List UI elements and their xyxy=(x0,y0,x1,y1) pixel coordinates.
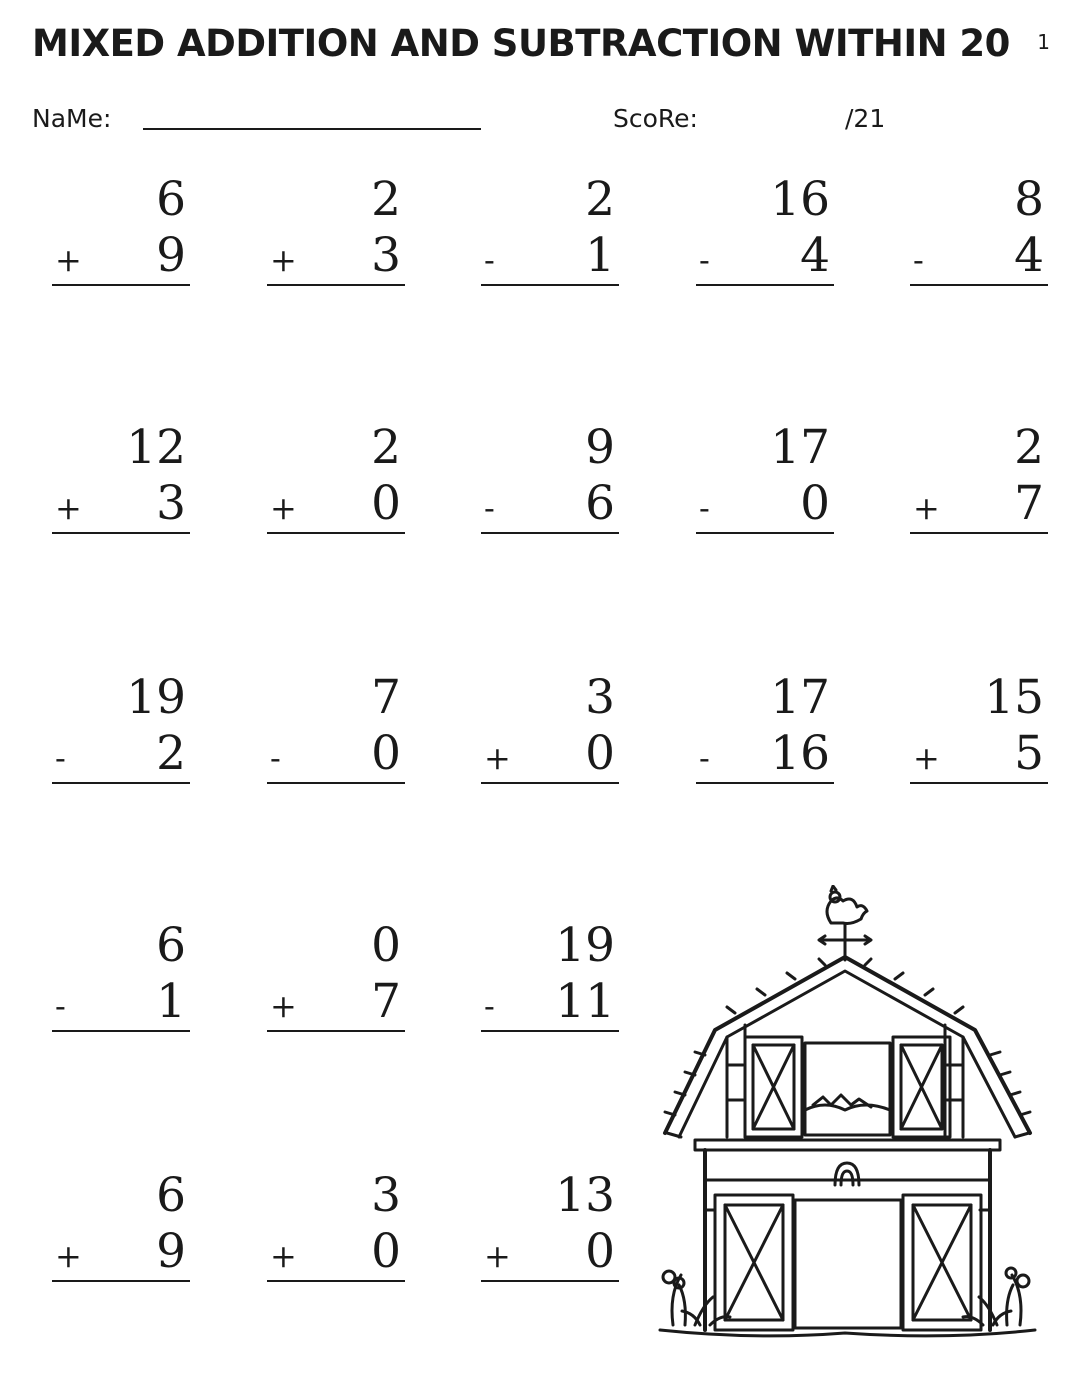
answer-line[interactable] xyxy=(696,532,834,534)
rooster-weathervane-icon xyxy=(819,886,871,960)
operator-sign: - xyxy=(699,489,710,527)
problem-bottom-number: 16 xyxy=(770,726,830,781)
problem-top-number: 6 xyxy=(156,172,186,227)
problem-top-number: 17 xyxy=(770,420,830,475)
problem-top-number: 12 xyxy=(126,420,186,475)
flower-icon xyxy=(963,1268,1029,1325)
answer-line[interactable] xyxy=(52,1030,190,1032)
operator-sign: + xyxy=(55,1237,82,1275)
problem-bottom-number: 2 xyxy=(156,726,186,781)
problem-10 xyxy=(910,420,1048,535)
problem-top-number: 13 xyxy=(555,1168,615,1223)
problem-top-number: 2 xyxy=(1014,420,1044,475)
problem-bottom-number: 0 xyxy=(371,476,401,531)
problem-bottom-number: 0 xyxy=(585,726,615,781)
operator-sign: - xyxy=(484,489,495,527)
problem-top-number: 17 xyxy=(770,670,830,725)
operator-sign: + xyxy=(270,1237,297,1275)
answer-line[interactable] xyxy=(267,532,405,534)
score-label: ScoRe: xyxy=(613,104,698,133)
score-total: /21 xyxy=(845,104,886,133)
problem-15 xyxy=(910,670,1048,785)
problem-bottom-number: 0 xyxy=(800,476,830,531)
problem-18 xyxy=(481,918,619,1033)
problem-top-number: 3 xyxy=(585,670,615,725)
operator-sign: + xyxy=(913,489,940,527)
problem-top-number: 9 xyxy=(585,420,615,475)
problem-top-number: 2 xyxy=(585,172,615,227)
answer-line[interactable] xyxy=(267,284,405,286)
problem-bottom-number: 3 xyxy=(156,476,186,531)
problem-8 xyxy=(481,420,619,535)
problem-bottom-number: 3 xyxy=(371,228,401,283)
problem-bottom-number: 1 xyxy=(156,974,186,1029)
problem-bottom-number: 4 xyxy=(1014,228,1044,283)
problem-top-number: 2 xyxy=(371,172,401,227)
problem-top-number: 7 xyxy=(371,670,401,725)
answer-line[interactable] xyxy=(910,532,1048,534)
problem-bottom-number: 11 xyxy=(555,974,615,1029)
answer-line[interactable] xyxy=(910,284,1048,286)
problem-19 xyxy=(52,1168,190,1283)
problem-bottom-number: 6 xyxy=(585,476,615,531)
operator-sign: - xyxy=(55,987,66,1025)
flower-icon xyxy=(663,1271,730,1325)
answer-line[interactable] xyxy=(910,782,1048,784)
page-number: 1 xyxy=(1037,30,1050,54)
worksheet-title: MIXED ADDITION AND SUBTRACTION WITHIN 20 xyxy=(32,22,1010,65)
problem-top-number: 19 xyxy=(126,670,186,725)
operator-sign: - xyxy=(484,987,495,1025)
answer-line[interactable] xyxy=(481,1280,619,1282)
problem-bottom-number: 5 xyxy=(1014,726,1044,781)
answer-line[interactable] xyxy=(696,284,834,286)
problem-top-number: 19 xyxy=(555,918,615,973)
problem-bottom-number: 0 xyxy=(371,726,401,781)
operator-sign: - xyxy=(913,241,924,279)
answer-line[interactable] xyxy=(267,1030,405,1032)
problem-top-number: 2 xyxy=(371,420,401,475)
operator-sign: + xyxy=(484,1237,511,1275)
answer-line[interactable] xyxy=(267,1280,405,1282)
answer-line[interactable] xyxy=(696,782,834,784)
answer-line[interactable] xyxy=(52,284,190,286)
problem-bottom-number: 7 xyxy=(371,974,401,1029)
operator-sign: + xyxy=(270,489,297,527)
problem-top-number: 0 xyxy=(371,918,401,973)
answer-line[interactable] xyxy=(481,1030,619,1032)
problem-3 xyxy=(481,172,619,287)
answer-line[interactable] xyxy=(481,284,619,286)
problem-21 xyxy=(481,1168,619,1283)
problem-bottom-number: 4 xyxy=(800,228,830,283)
answer-line[interactable] xyxy=(481,782,619,784)
answer-line[interactable] xyxy=(52,782,190,784)
operator-sign: + xyxy=(55,489,82,527)
problem-top-number: 6 xyxy=(156,918,186,973)
operator-sign: + xyxy=(270,987,297,1025)
problem-bottom-number: 7 xyxy=(1014,476,1044,531)
problem-1 xyxy=(52,172,190,287)
name-label: NaMe: xyxy=(32,104,112,133)
operator-sign: + xyxy=(913,739,940,777)
operator-sign: - xyxy=(55,739,66,777)
problem-bottom-number: 0 xyxy=(371,1224,401,1279)
problem-7 xyxy=(267,420,405,535)
operator-sign: + xyxy=(484,739,511,777)
problem-17 xyxy=(267,918,405,1033)
problem-top-number: 16 xyxy=(770,172,830,227)
problem-bottom-number: 0 xyxy=(585,1224,615,1279)
problem-top-number: 3 xyxy=(371,1168,401,1223)
problem-14 xyxy=(696,670,834,785)
operator-sign: - xyxy=(699,241,710,279)
problem-12 xyxy=(267,670,405,785)
problem-bottom-number: 1 xyxy=(585,228,615,283)
problem-top-number: 8 xyxy=(1014,172,1044,227)
problem-2 xyxy=(267,172,405,287)
problem-6 xyxy=(52,420,190,535)
answer-line[interactable] xyxy=(267,782,405,784)
answer-line[interactable] xyxy=(481,532,619,534)
problem-4 xyxy=(696,172,834,287)
operator-sign: - xyxy=(699,739,710,777)
problem-16 xyxy=(52,918,190,1033)
barn-icon xyxy=(655,885,1040,1345)
problem-top-number: 6 xyxy=(156,1168,186,1223)
problem-13 xyxy=(481,670,619,785)
problem-9 xyxy=(696,420,834,535)
problem-11 xyxy=(52,670,190,785)
problem-20 xyxy=(267,1168,405,1283)
operator-sign: + xyxy=(270,241,297,279)
operator-sign: - xyxy=(484,241,495,279)
operator-sign: - xyxy=(270,739,281,777)
answer-line[interactable] xyxy=(52,532,190,534)
answer-line[interactable] xyxy=(52,1280,190,1282)
problem-5 xyxy=(910,172,1048,287)
problem-bottom-number: 9 xyxy=(156,1224,186,1279)
operator-sign: + xyxy=(55,241,82,279)
problem-top-number: 15 xyxy=(984,670,1044,725)
problem-bottom-number: 9 xyxy=(156,228,186,283)
name-field-line[interactable] xyxy=(143,128,481,130)
